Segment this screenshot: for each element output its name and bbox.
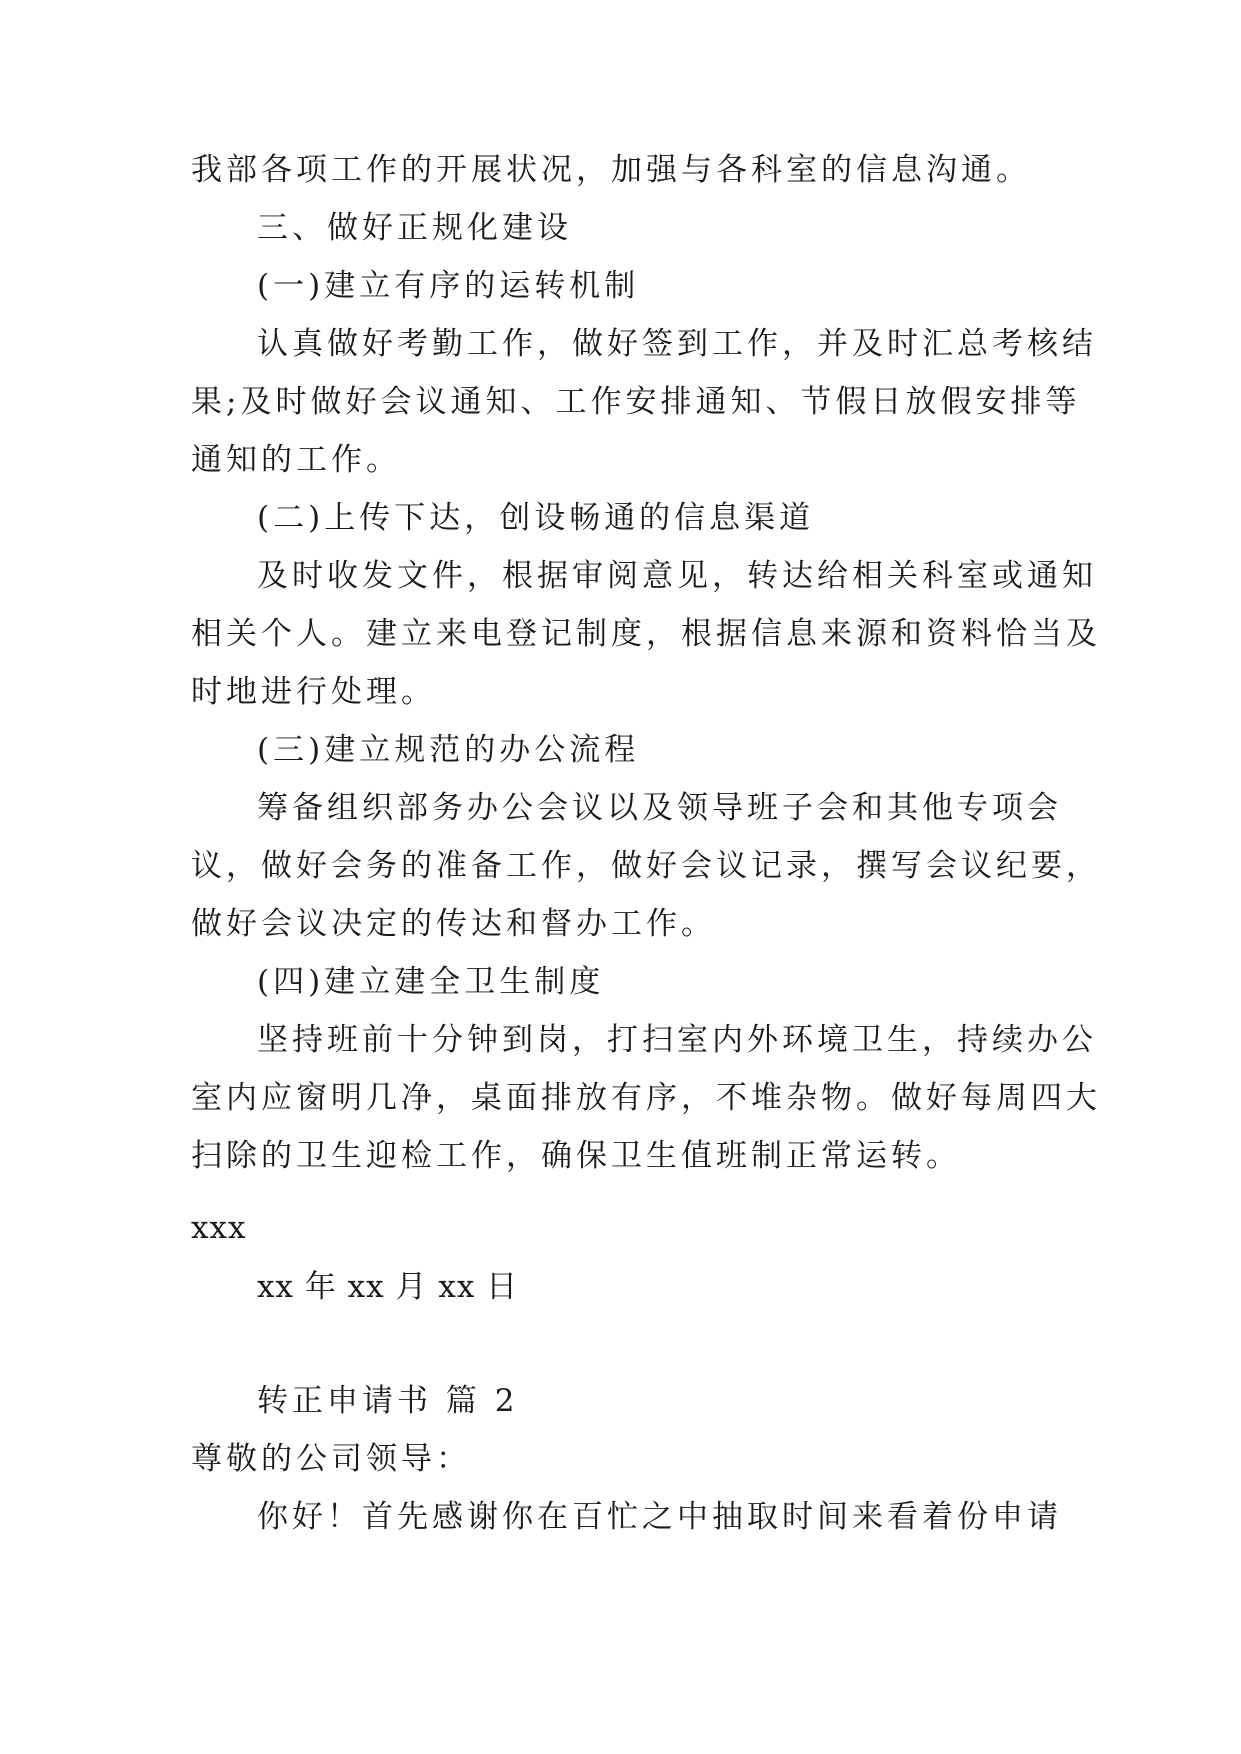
paragraph-line: 认真做好考勤工作，做好签到工作，并及时汇总考核结 — [257, 326, 1097, 362]
subsection-heading: (二)上传下达，创设畅通的信息渠道 — [257, 500, 815, 536]
signature-date: xx 年 xx 月 xx 日 — [257, 1269, 519, 1305]
paragraph-line: 我部各项工作的开展状况，加强与各科室的信息沟通。 — [191, 152, 1031, 188]
subsection-heading: (三)建立规范的办公流程 — [257, 732, 640, 768]
salutation: 尊敬的公司领导： — [191, 1441, 471, 1477]
paragraph-line: 及时收发文件，根据审阅意见，转达给相关科室或通知 — [257, 558, 1097, 594]
signature-name: xxx — [191, 1210, 247, 1246]
paragraph-line: 坚持班前十分钟到岗，打扫室内外环境卫生，持续办公 — [257, 1022, 1097, 1058]
paragraph-line: 议，做好会务的准备工作，做好会议记录，撰写会议纪要， — [191, 848, 1101, 884]
subsection-heading: (一)建立有序的运转机制 — [257, 268, 640, 304]
paragraph-line: 相关个人。建立来电登记制度，根据信息来源和资料恰当及 — [191, 616, 1101, 652]
paragraph-line: 筹备组织部务办公会议以及领导班子会和其他专项会 — [257, 790, 1062, 826]
paragraph-line: 果;及时做好会议通知、工作安排通知、节假日放假安排等 — [191, 384, 1081, 420]
paragraph-line: 时地进行处理。 — [191, 674, 436, 710]
paragraph-line: 扫除的卫生迎检工作，确保卫生值班制正常运转。 — [191, 1138, 961, 1174]
document-title: 转正申请书 篇 2 — [257, 1383, 519, 1419]
section-heading: 三、做好正规化建设 — [257, 210, 572, 246]
paragraph-line: 做好会议决定的传达和督办工作。 — [191, 906, 716, 942]
paragraph-line: 你好！首先感谢你在百忙之中抽取时间来看着份申请 — [257, 1499, 1062, 1535]
subsection-heading: (四)建立建全卫生制度 — [257, 964, 605, 1000]
paragraph-line: 室内应窗明几净，桌面排放有序，不堆杂物。做好每周四大 — [191, 1080, 1101, 1116]
paragraph-line: 通知的工作。 — [191, 442, 401, 478]
